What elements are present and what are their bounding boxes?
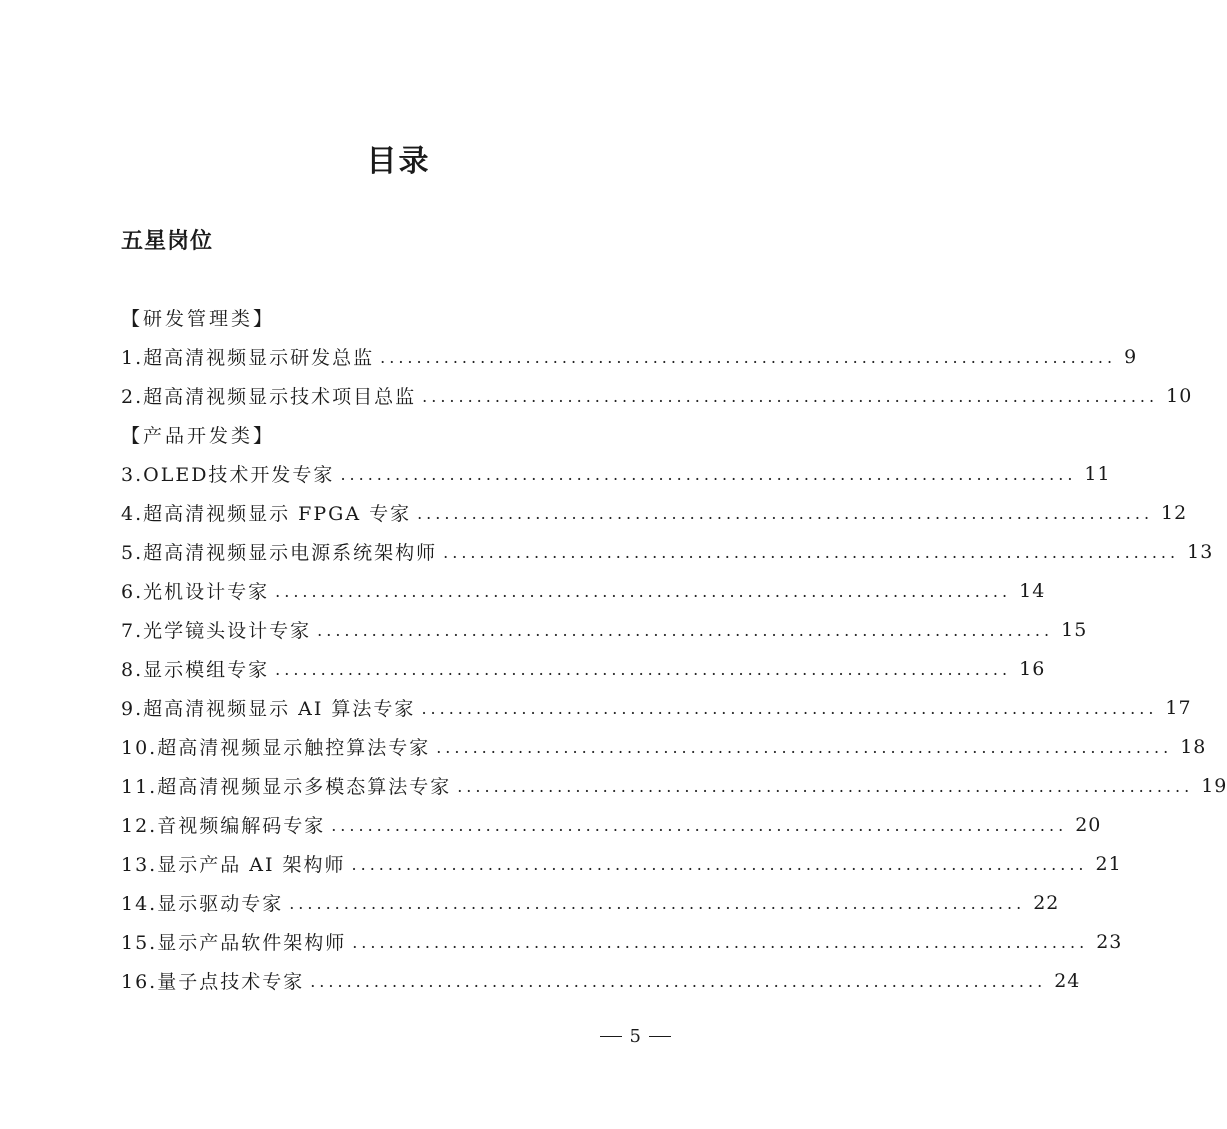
toc-entry bbox=[121, 376, 1193, 415]
entry-label: 10.超高清视频显示触控算法专家 bbox=[121, 737, 431, 759]
footer-page-number: 5 bbox=[629, 1026, 641, 1047]
dot-leader: ................................................................................. bbox=[289, 893, 1026, 913]
toc-entry bbox=[121, 337, 1138, 376]
dot-leader: ................................................................................. bbox=[331, 815, 1068, 835]
toc-entry bbox=[121, 649, 1046, 688]
toc-category bbox=[121, 298, 678, 337]
entry-page-number: 23 bbox=[1096, 930, 1123, 953]
entry-label: 8.显示模组专家 bbox=[121, 659, 270, 681]
entry-label: 2.超高清视频显示技术项目总监 bbox=[121, 386, 417, 408]
toc-entry bbox=[121, 922, 1123, 961]
toc-entry bbox=[121, 493, 1188, 532]
entry-page-number: 16 bbox=[1019, 657, 1046, 680]
footer-dash-left bbox=[600, 1036, 622, 1038]
entry-page-number: 18 bbox=[1180, 735, 1207, 758]
toc-entry bbox=[121, 571, 1046, 610]
dot-leader: ................................................................................. bbox=[422, 386, 1159, 406]
entry-label: 16.量子点技术专家 bbox=[121, 971, 305, 993]
entry-page-number: 17 bbox=[1165, 696, 1192, 719]
dot-leader: ................................................................................. bbox=[351, 854, 1088, 874]
entry-label: 4.超高清视频显示 FPGA 专家 bbox=[121, 503, 412, 525]
footer-dash-right bbox=[649, 1036, 671, 1038]
dot-leader: ................................................................................. bbox=[417, 503, 1154, 523]
entry-label: 7.光学镜头设计专家 bbox=[121, 620, 312, 642]
entry-page-number: 19 bbox=[1201, 774, 1227, 797]
entry-label: 1.超高清视频显示研发总监 bbox=[121, 347, 375, 369]
table-of-contents bbox=[121, 298, 1227, 1000]
entry-page-number: 15 bbox=[1061, 618, 1088, 641]
entry-label: 9.超高清视频显示 AI 算法专家 bbox=[121, 698, 416, 720]
toc-entry bbox=[121, 610, 1088, 649]
entry-page-number: 9 bbox=[1124, 345, 1138, 368]
toc-entry bbox=[121, 883, 1060, 922]
entry-label: 5.超高清视频显示电源系统架构师 bbox=[121, 542, 438, 564]
entry-label: 12.音视频编解码专家 bbox=[121, 815, 326, 837]
entry-label: 15.显示产品软件架构师 bbox=[121, 932, 347, 954]
dot-leader: ................................................................................. bbox=[317, 620, 1054, 640]
entry-label: 11.超高清视频显示多模态算法专家 bbox=[121, 776, 452, 798]
entry-page-number: 21 bbox=[1095, 852, 1122, 875]
dot-leader: ................................................................................. bbox=[436, 737, 1173, 757]
page-title: 目录 bbox=[366, 144, 431, 179]
toc-entry bbox=[121, 961, 1081, 1000]
toc-entry bbox=[121, 766, 1227, 805]
entry-label: 6.光机设计专家 bbox=[121, 581, 270, 603]
entry-label: 3.OLED技术开发专家 bbox=[121, 464, 335, 486]
toc-category bbox=[121, 415, 678, 454]
entry-page-number: 12 bbox=[1161, 501, 1188, 524]
dot-leader: ................................................................................. bbox=[310, 971, 1047, 991]
toc-entry bbox=[121, 844, 1122, 883]
dot-leader: ................................................................................. bbox=[443, 542, 1180, 562]
toc-entry bbox=[121, 727, 1207, 766]
dot-leader: ................................................................................. bbox=[380, 347, 1117, 367]
dot-leader: ................................................................................. bbox=[340, 464, 1077, 484]
dot-leader: ................................................................................. bbox=[275, 581, 1012, 601]
entry-page-number: 22 bbox=[1033, 891, 1060, 914]
toc-entry bbox=[121, 532, 1214, 571]
toc-entry bbox=[121, 454, 1111, 493]
dot-leader: ................................................................................. bbox=[275, 659, 1012, 679]
entry-page-number: 11 bbox=[1084, 462, 1111, 485]
dot-leader: ................................................................................. bbox=[352, 932, 1089, 952]
entry-page-number: 10 bbox=[1166, 384, 1193, 407]
dot-leader: ................................................................................. bbox=[421, 698, 1158, 718]
category-label: 【产品开发类】 bbox=[121, 425, 276, 447]
dot-leader: ................................................................................. bbox=[457, 776, 1194, 796]
toc-entry bbox=[121, 688, 1192, 727]
page-footer bbox=[0, 1026, 797, 1047]
entry-page-number: 24 bbox=[1054, 969, 1081, 992]
entry-page-number: 14 bbox=[1019, 579, 1046, 602]
entry-label: 14.显示驱动专家 bbox=[121, 893, 284, 915]
entry-page-number: 20 bbox=[1075, 813, 1102, 836]
category-label: 【研发管理类】 bbox=[121, 308, 276, 330]
toc-entry bbox=[121, 805, 1102, 844]
section-heading: 五星岗位 bbox=[121, 229, 214, 254]
entry-label: 13.显示产品 AI 架构师 bbox=[121, 854, 346, 876]
entry-page-number: 13 bbox=[1187, 540, 1214, 563]
